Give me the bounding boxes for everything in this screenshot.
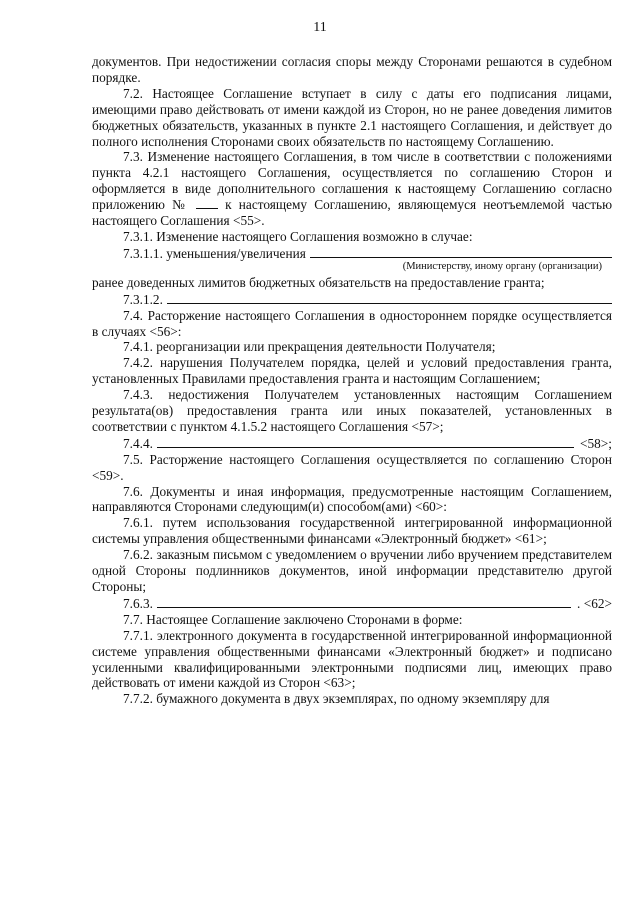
- paragraph: 7.6.1. путем использования государственной интегрированной информационной системы управления общественными финансами «Электронный бюджет» <61>;: [92, 515, 612, 547]
- paragraph: 7.6. Документы и иная информация, предусмотренные настоящим Соглашением, направляются Сторонами следующим(и) способом(ами) <60>:: [92, 483, 612, 515]
- paragraph-text: к настоящему Соглашению, являющемуся неотъемлемой частью настоящего Соглашения <55>.: [92, 197, 613, 229]
- footnote-ref: <58>;: [580, 435, 612, 451]
- underline-blank: [157, 435, 574, 448]
- underline-blank: [157, 595, 571, 608]
- field-caption: (Министерству, иному органу (организации): [402, 260, 602, 272]
- fill-in-line: [92, 435, 612, 452]
- item-label: 7.3.1.1. уменьшения/увеличения: [123, 245, 306, 261]
- paragraph: 7.7. Настоящее Соглашение заключено Сторонами в форме:: [123, 611, 463, 627]
- paragraph: 7.4.3. недостижения Получателем установленных настоящим Соглашением результата(ов) предоставления гранта или иных показателей, установленных в соответствии с пунктом 4.1.5.2 настоящего Соглашения <57>;: [92, 387, 612, 434]
- paragraph: документов. При недостижении согласия споры между Сторонами решаются в судебном порядке.: [92, 54, 612, 85]
- paragraph: 7.5. Расторжение настоящего Соглашения осуществляется по соглашению Сторон <59>.: [92, 451, 612, 483]
- blank-field: [196, 198, 218, 209]
- underline-blank: [310, 245, 612, 258]
- page-number: 11: [313, 20, 327, 35]
- paragraph: 7.4.2. нарушения Получателем порядка, целей и условий предоставления гранта, установленных Правилами предоставления гранта и настоящим Соглашением;: [92, 355, 612, 387]
- paragraph: 7.7.1. электронного документа в государственной интегрированной информационной системе управления общественными финансами «Электронный бюджет» и подписано усиленными квалифицированными электронными подписями лиц, имеющих право действовать от имени каждой из Сторон <63>;: [92, 627, 612, 691]
- paragraph: ранее доведенных лимитов бюджетных обязательств на предоставление гранта;: [92, 274, 545, 290]
- paragraph: 7.2. Настоящее Соглашение вступает в силу с даты его подписания лицами, имеющими право действовать от имени каждой из Сторон, но не ранее доведения лимитов бюджетных обязательств, указанных в пункте 2.1 настоящего Соглашения, и действует до полного исполнения Сторонами своих обязательств по настоящему Соглашению.: [92, 85, 612, 149]
- fill-in-line: [92, 245, 612, 262]
- fill-in-line: [92, 291, 612, 308]
- item-label: 7.6.3.: [123, 595, 153, 611]
- item-label: 7.4.4.: [123, 435, 153, 451]
- footnote-ref: . <62>: [577, 595, 612, 611]
- paragraph: [92, 149, 612, 229]
- paragraph: 7.3.1. Изменение настоящего Соглашения возможно в случае:: [123, 228, 473, 244]
- fill-in-line: [92, 595, 612, 612]
- paragraph: 7.7.2. бумажного документа в двух экземплярах, по одному экземпляру для: [123, 691, 550, 707]
- paragraph: 7.6.2. заказным письмом с уведомлением о вручении либо вручением представителем одной Стороны подлинников документов, иной информации представителю другой Стороны;: [92, 547, 612, 594]
- paragraph: 7.4. Расторжение настоящего Соглашения в одностороннем порядке осуществляется в случаях <56>:: [92, 307, 612, 339]
- paragraph: 7.4.1. реорганизации или прекращения деятельности Получателя;: [123, 339, 496, 355]
- underline-blank: [167, 291, 612, 304]
- paragraph-text: 7.3. Изменение настоящего Соглашения, в том числе в соответствии с положениями пункта 4.2.1 настоящего Соглашения, осуществляется по соглашению Сторон и оформляется в виде дополнительного соглашения к настоящему Соглашению согласно приложению №: [92, 149, 612, 213]
- item-label: 7.3.1.2.: [123, 291, 163, 307]
- document-body: [92, 54, 612, 707]
